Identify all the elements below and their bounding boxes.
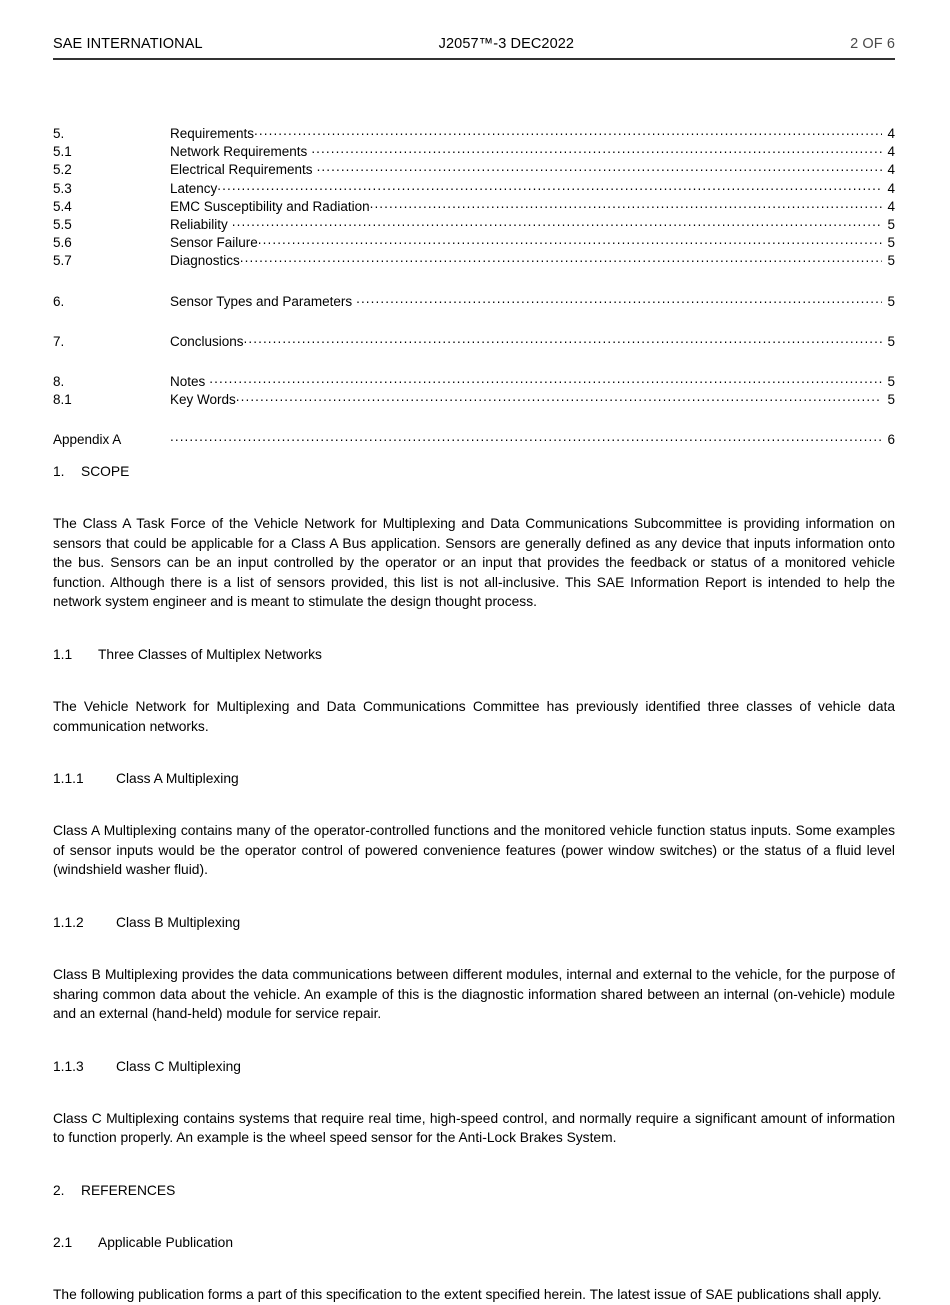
paragraph-class-a: Class A Multiplexing contains many of the operator-controlled functions and the monitored vehicle function status inputs. Some examples of sensor inputs would be the operator control of powered convenience features (power window switches) or the status of a fluid level (windshield washer fluid). xyxy=(53,823,895,878)
toc-entry[interactable] xyxy=(53,252,895,270)
toc-dot-leader xyxy=(209,370,882,388)
heading-three-classes-title: Three Classes of Multiplex Networks xyxy=(98,646,322,662)
header-document-id: J2057™-3 DEC2022 xyxy=(438,36,575,52)
toc-entry-number: 5.4 xyxy=(53,198,72,214)
toc-dot-leader xyxy=(311,140,882,158)
paragraph-class-b: Class B Multiplexing provides the data communications between different modules, internal and external to the vehicle, for the purpose of sharing common data about the vehicle. An example of this is the diagnostic information shared between an internal (on-vehicle) module and an external (hand-held) module for service repair. xyxy=(53,966,895,1022)
heading-class-c xyxy=(53,1057,895,1076)
toc-dot-leader xyxy=(232,213,882,231)
heading-three-classes xyxy=(53,645,895,664)
header-page-number: 2 OF 6 xyxy=(850,36,895,52)
header-organization: SAE INTERNATIONAL xyxy=(53,36,203,52)
paragraph-applicable-publication: The following publication forms a part of this specification to the extent specified herein. The latest issue of SAE publications shall apply. xyxy=(53,1286,882,1302)
heading-scope-number: 1. xyxy=(53,464,65,479)
toc-dot-leader xyxy=(170,428,882,446)
toc-entry-number: 5.3 xyxy=(53,180,72,196)
heading-scope-title: SCOPE xyxy=(81,464,130,479)
toc-dot-leader xyxy=(356,290,882,308)
toc-dot-leader xyxy=(317,158,882,176)
toc-entry-title: Conclusions xyxy=(170,333,244,349)
toc-dot-leader xyxy=(217,177,882,195)
toc-entry-title: Latency xyxy=(170,180,218,196)
toc-dot-leader xyxy=(258,231,882,249)
toc-entry-title: Sensor Types and Parameters xyxy=(170,293,353,309)
page-header xyxy=(53,36,895,60)
heading-references xyxy=(53,1181,895,1200)
toc-entry-number: 5.5 xyxy=(53,216,72,232)
heading-scope xyxy=(53,462,895,481)
paragraph-three-classes: The Vehicle Network for Multiplexing and Data Communications Committee has previously identified three classes of vehicle data communication networks. xyxy=(53,698,895,734)
toc-entry-title: Reliability xyxy=(170,216,228,232)
heading-class-c-title: Class C Multiplexing xyxy=(116,1058,241,1074)
heading-applicable-publication-title: Applicable Publication xyxy=(98,1234,233,1250)
heading-applicable-publication xyxy=(53,1233,895,1252)
toc-entry-page: 5 xyxy=(887,216,895,232)
toc-entry-page: 5 xyxy=(887,235,895,251)
toc-entry[interactable] xyxy=(53,431,895,449)
heading-class-c-number: 1.1.3 xyxy=(53,1058,84,1074)
heading-applicable-publication-number: 2.1 xyxy=(53,1234,73,1250)
toc-entry-page: 5 xyxy=(887,333,895,349)
heading-class-a-title: Class A Multiplexing xyxy=(116,771,239,787)
toc-dot-leader xyxy=(244,330,882,348)
toc-entry-page: 6 xyxy=(887,432,895,448)
toc-group xyxy=(53,293,895,311)
toc-entry-page: 5 xyxy=(887,293,895,309)
toc-group xyxy=(53,431,895,449)
toc-entry-number: 8.1 xyxy=(53,392,72,408)
heading-references-title: REFERENCES xyxy=(81,1182,176,1198)
toc-entry[interactable] xyxy=(53,293,895,311)
toc-entry-number: 5.6 xyxy=(53,235,72,251)
toc-entry[interactable] xyxy=(53,333,895,351)
toc-dot-leader xyxy=(254,122,882,140)
heading-class-b-title: Class B Multiplexing xyxy=(116,914,241,930)
toc-entry-number: 6. xyxy=(53,293,65,309)
heading-class-b-number: 1.1.2 xyxy=(53,914,84,930)
toc-entry-title: Electrical Requirements xyxy=(170,162,313,178)
toc-entry-title: Network Requirements xyxy=(170,144,308,160)
toc-entry-number: 8. xyxy=(53,373,65,389)
toc-entry-page: 4 xyxy=(887,126,895,141)
toc-entry-page: 4 xyxy=(887,144,895,160)
heading-references-number: 2. xyxy=(53,1182,65,1198)
toc-entry-title: Diagnostics xyxy=(170,253,240,269)
toc-entry-page: 5 xyxy=(887,392,895,408)
toc-entry-number: 5.1 xyxy=(53,144,72,160)
heading-three-classes-number: 1.1 xyxy=(53,646,73,662)
toc-dot-leader xyxy=(370,195,882,213)
toc-entry-title: Sensor Failure xyxy=(170,235,258,251)
toc-group xyxy=(53,333,895,351)
toc-entry-page: 4 xyxy=(887,198,895,214)
heading-class-a-number: 1.1.1 xyxy=(53,771,84,787)
toc-entry-title: EMC Susceptibility and Radiation xyxy=(170,198,370,214)
heading-class-b xyxy=(53,913,895,932)
toc-group xyxy=(53,125,895,271)
paragraph-class-c: Class C Multiplexing contains systems that require real time, high-speed control, and normally require a significant amount of information to function properly. An example is the wheel speed sensor for the Anti-Lock Brakes System. xyxy=(53,1110,895,1146)
document-body xyxy=(53,462,895,1305)
paragraph-scope: The Class A Task Force of the Vehicle Network for Multiplexing and Data Communications Subcommittee is providing information on sensors that could be applicable for a Class A Bus application. Sensors are generally defined as any device that inputs information onto the bus. Sensors can be an input controlled by the operator or an input that provides the feedback or status of a monitored vehicle function. Although there is a list of sensors provided, this list is not all-inclusive. This SAE Information Report is intended to help the network system engineer and is meant to stimulate the design thought process. xyxy=(53,516,895,610)
toc-entry-number: 5.2 xyxy=(53,162,72,178)
toc-entry-page: 4 xyxy=(887,180,895,196)
toc-group xyxy=(53,373,895,409)
toc-entry-number: 5.7 xyxy=(53,253,72,269)
toc-dot-leader xyxy=(236,388,882,406)
toc-entry-number: 7. xyxy=(53,333,65,349)
toc-entry-page: 5 xyxy=(887,373,895,389)
toc-entry[interactable] xyxy=(53,391,895,409)
toc-entry-title: Key Words xyxy=(170,392,236,408)
header-divider xyxy=(53,58,895,60)
toc-entry-page: 5 xyxy=(887,253,895,269)
toc-entry-number: Appendix A xyxy=(53,432,122,448)
toc-entry-title: Requirements xyxy=(170,126,255,141)
toc-dot-leader xyxy=(240,249,882,267)
table-of-contents xyxy=(53,125,895,449)
heading-class-a xyxy=(53,769,895,788)
toc-entry-number: 5. xyxy=(53,126,65,141)
toc-entry-page: 4 xyxy=(887,162,895,178)
toc-entry-title: Notes xyxy=(170,373,206,389)
